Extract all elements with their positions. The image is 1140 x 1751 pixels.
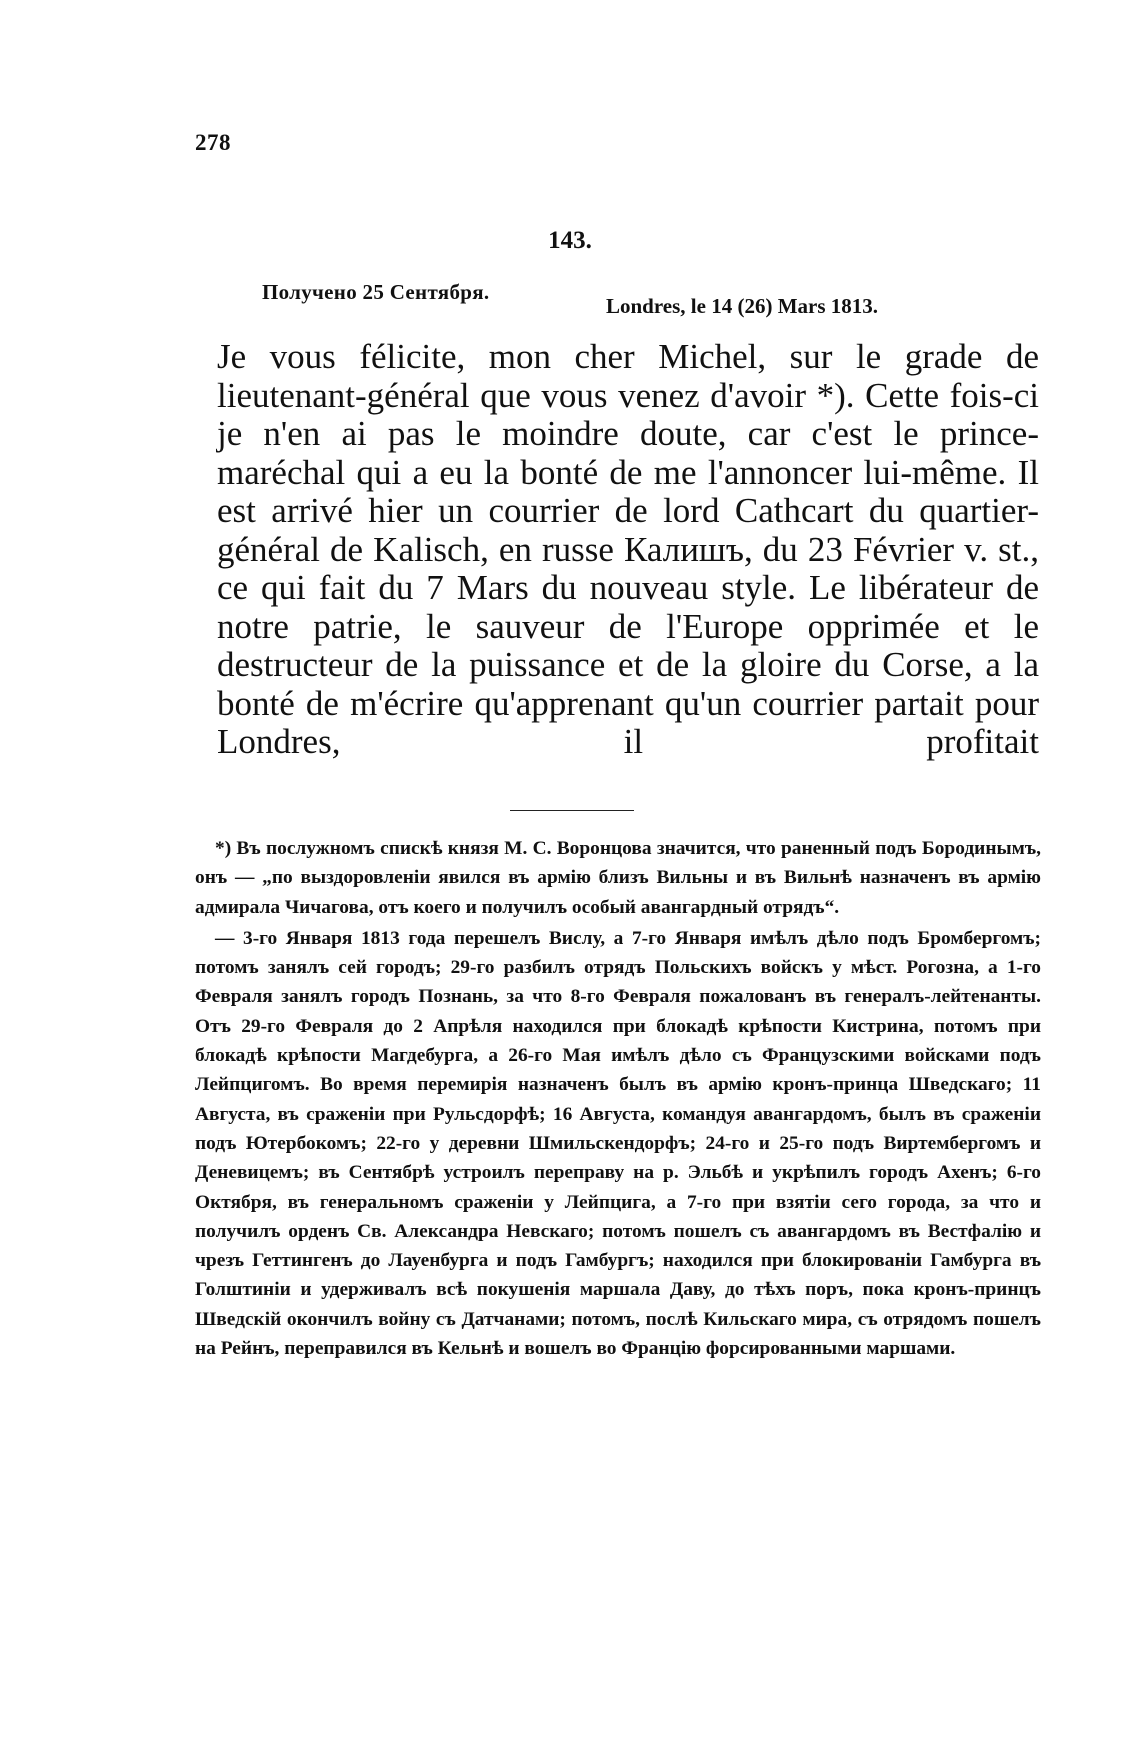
letter-body: Je vous félicite, mon cher Michel, sur le grade de lieutenant-général que vous venez d'avoir *). Cette fois-ci je n'en ai pas le moindre doute, car c'est le prince-maréchal qui a eu la bonté de me l'annoncer lui-même. Il est arrivé hier un courrier de lord Cathcart du quartier-général de Kalisch, en russe Калишъ, du 23 Février v. st., ce qui fait du 7 Mars du nouveau style. Le libérateur de notre patrie, le sauveur de l'Europe opprimée et le destructeur de la puissance et de la gloire du Corse, a la bonté de m'écrire qu'apprenant qu'un courrier partait pour Londres, il profitait: [217, 337, 1039, 761]
letter-number: 143.: [548, 227, 592, 254]
footnote-paragraph: *) Въ послужномъ спискѣ князя М. С. Воронцова значится, что раненный подъ Бородинымъ, онъ — „по выздоровленіи явился въ армію близъ Вильны и въ Вильнѣ назначенъ въ армію адмирала Чичагова, отъ коего и получилъ особый авангардный отрядъ“.: [195, 838, 1041, 918]
letter-dateline: Londres, le 14 (26) Mars 1813.: [606, 294, 879, 318]
footnote-paragraph: — 3-го Января 1813 года перешелъ Вислу, а 7-го Января имѣлъ дѣло подъ Бромбергомъ; потомъ занялъ сей городъ; 29-го разбилъ отрядъ Польскихъ войскъ у мѣст. Рогозна, а 1-го Февраля занялъ городъ Познань, за что 8-го Февраля пожалованъ въ генералъ-лейтенанты. Отъ 29-го Февраля до 2 Апрѣля находился при блокадѣ крѣпости Кистрина, потомъ при блокадѣ крѣпости Магдебурга, а 26-го Мая имѣлъ дѣло съ Французскими войсками подъ Лейпцигомъ. Во время перемирія назначенъ былъ въ армію кронъ-принца Шведскаго; 11 Августа, въ сраженіи при Рульсдорфѣ; 16 Августа, командуя авангардомъ, былъ въ сраженіи подъ Ютербокомъ; 22-го у деревни Шмильскендорфъ; 24-го и 25-го подъ Виртембергомъ и Деневицемъ; въ Сентябрѣ устроилъ переправу на р. Эльбѣ и укрѣпилъ городъ Ахенъ; 6-го Октября, въ генеральномъ сраженіи у Лейпцига, а 7-го при взятіи сего города, за что и получилъ орденъ Св. Александра Невскаго; потомъ пошелъ съ авангардомъ въ Вестфалію и чрезъ Геттингенъ до Лауенбурга и подъ Гамбургъ; находился при блокированіи Гамбурга въ Голштиніи и удерживалъ всѣ покушенія маршала Даву, до тѣхъ поръ, пока кронъ-принцъ Шведскій окончилъ войну съ Датчанами; потомъ, послѣ Кильскаго мира, съ отрядомъ пошелъ на Рейнъ, переправился въ Кельнѣ и вошелъ во Францію форсированными маршами.: [195, 927, 1041, 1360]
page-number: 278: [195, 130, 231, 155]
footnote: [195, 834, 1041, 1363]
received-note: Получено 25 Сентября.: [262, 280, 490, 304]
footnote-divider: [510, 810, 634, 811]
